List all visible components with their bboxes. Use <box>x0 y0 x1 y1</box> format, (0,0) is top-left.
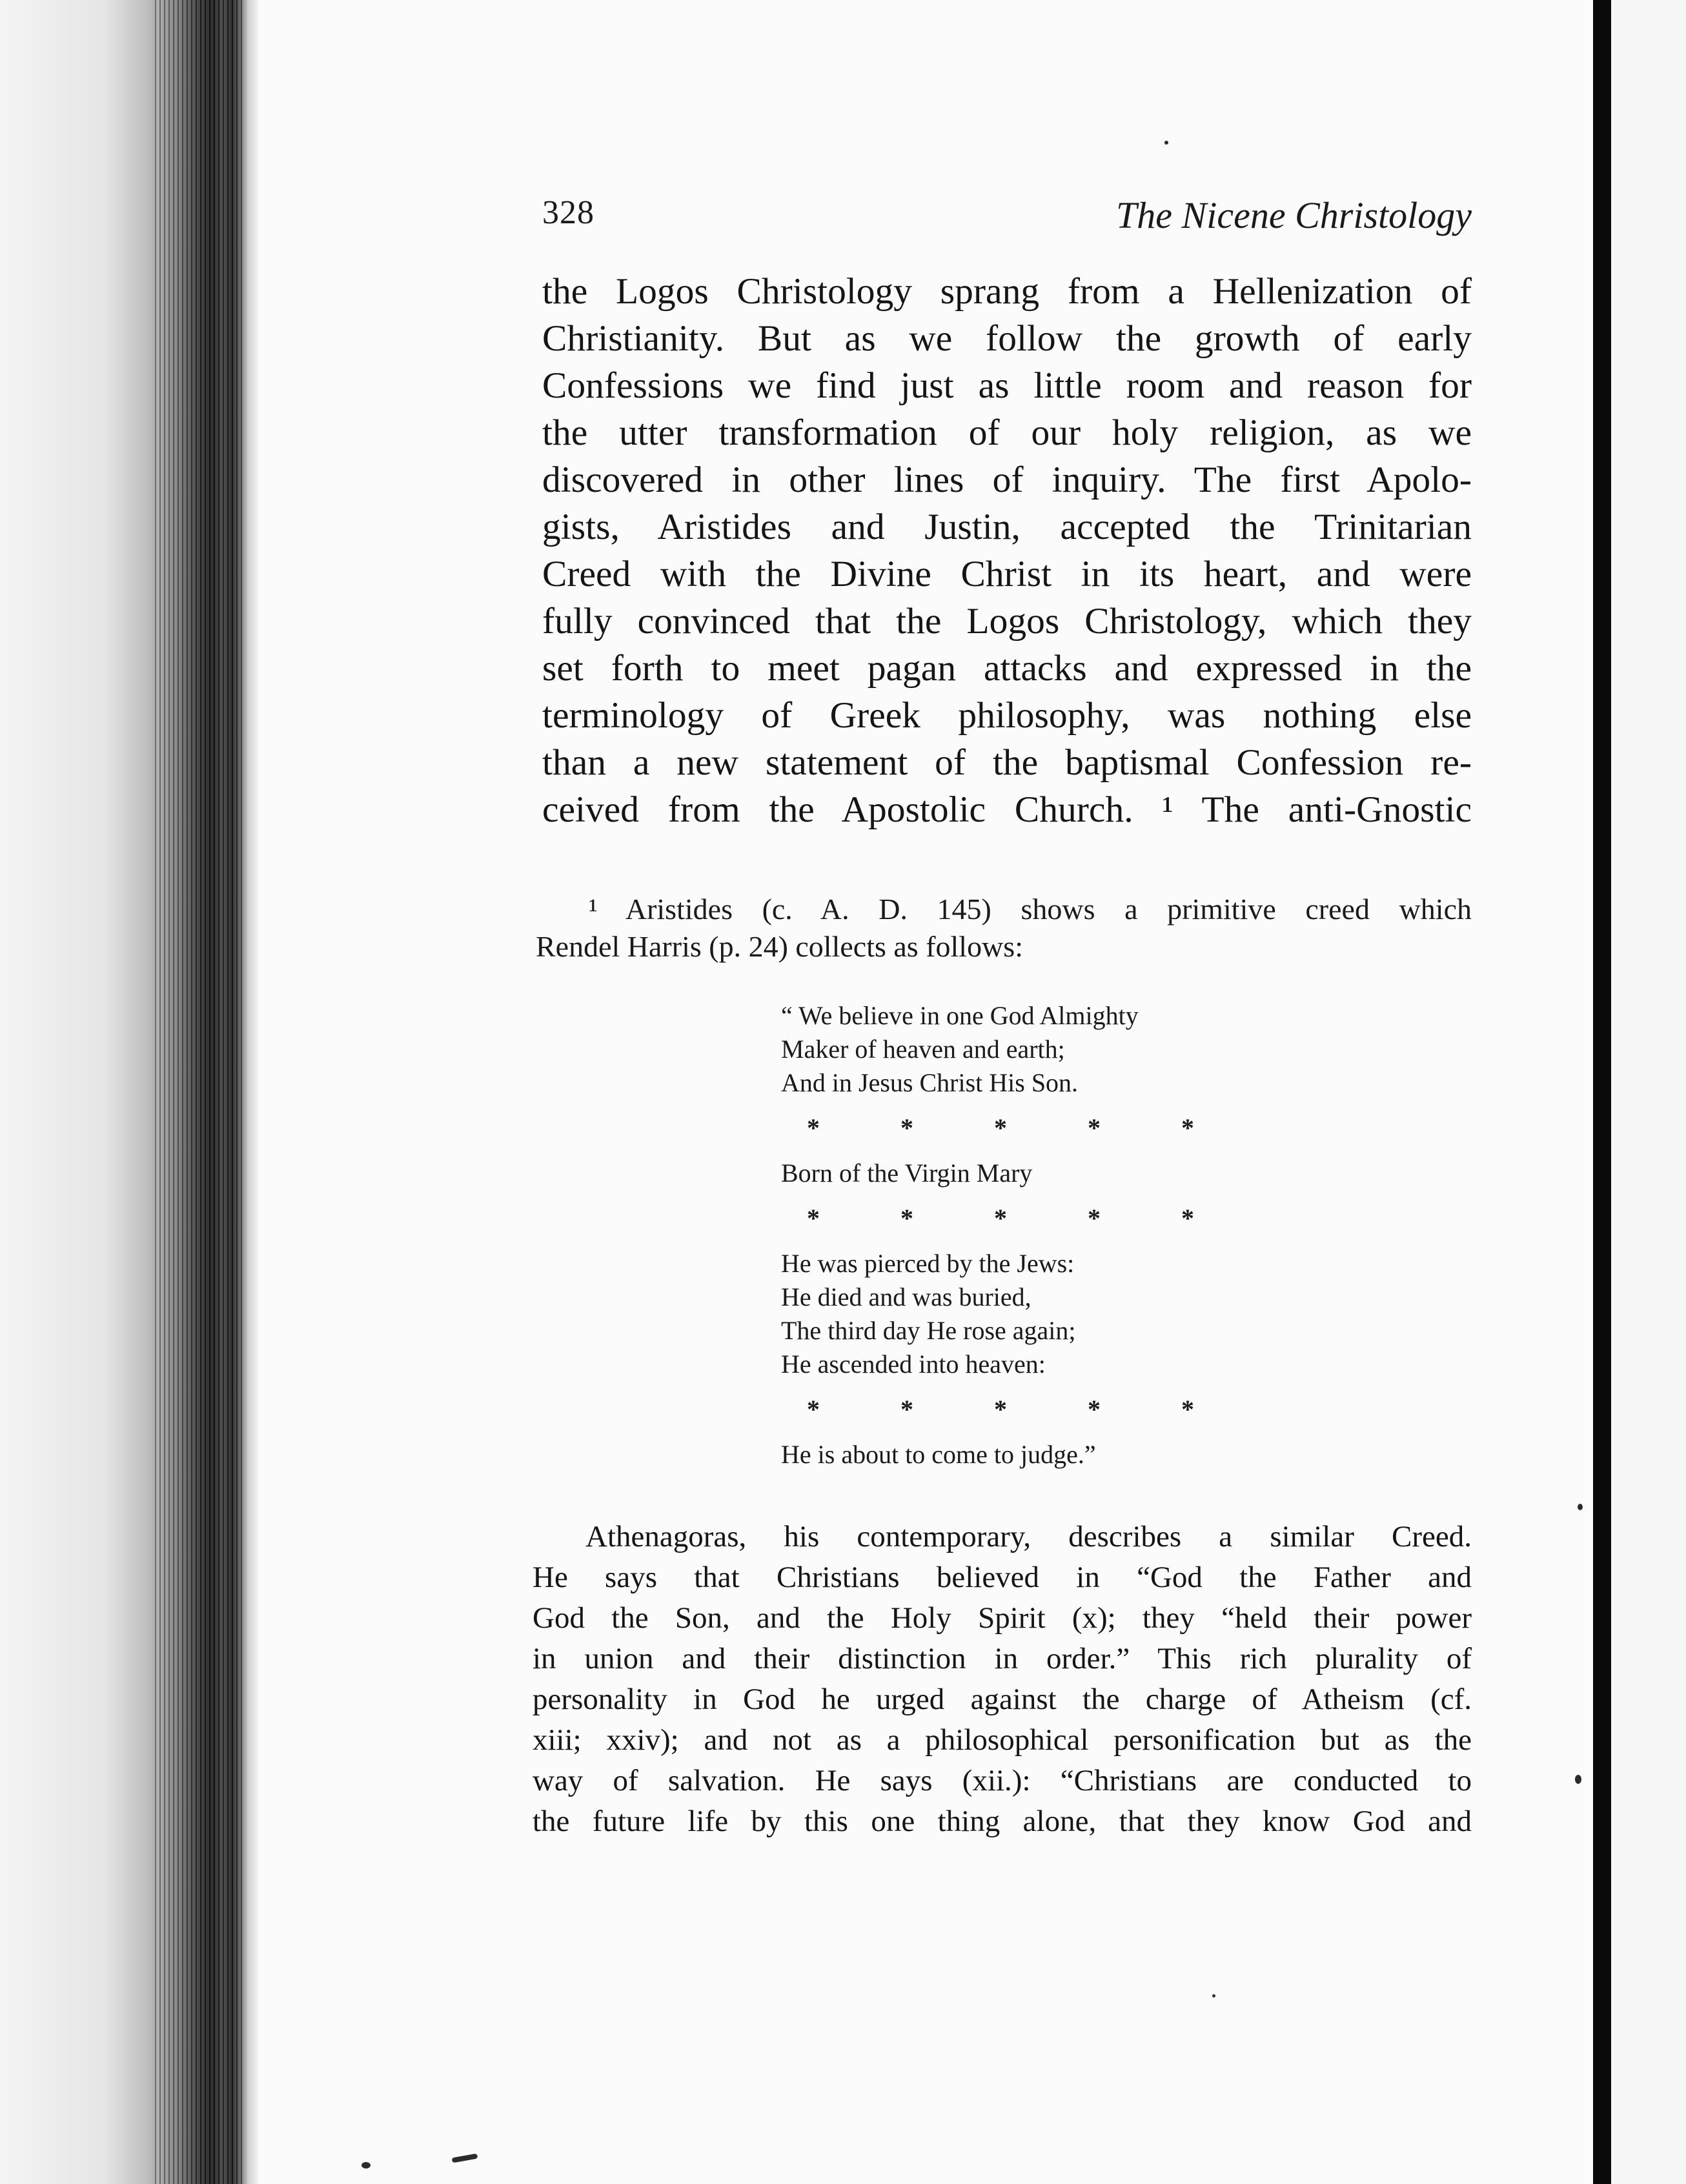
creed-line: He was pierced by the Jews: <box>781 1249 1075 1278</box>
text-line: than a new statement of the baptismal Confession re- <box>542 742 1472 783</box>
text-line: Christianity. But as we follow the growth of early <box>542 318 1472 359</box>
facing-page-margin <box>1611 0 1686 2184</box>
scan-speck <box>361 2162 371 2169</box>
star-mark: * <box>807 1204 820 1233</box>
creed-line: He is about to come to judge.” <box>781 1440 1096 1469</box>
creed-line: He died and was buried, <box>781 1282 1031 1311</box>
ellipsis-stars <box>807 1109 1194 1148</box>
page-right-border <box>1593 0 1611 2184</box>
star-mark: * <box>1181 1395 1194 1424</box>
scan-speck <box>1575 1775 1581 1784</box>
star-mark: * <box>1181 1204 1194 1233</box>
running-head: The Nicene Christology <box>1116 194 1472 236</box>
text-line: set forth to meet pagan attacks and expressed in the <box>542 648 1472 689</box>
text-line: gists, Aristides and Justin, accepted the Trinitarian <box>542 507 1472 547</box>
text-line: fully convinced that the Logos Christology, which they <box>542 601 1472 642</box>
page-number: 328 <box>542 194 594 231</box>
continuation-paragraph <box>533 1517 1472 1842</box>
text-line: personality in God he urged against the charge of Atheism (cf. <box>533 1683 1472 1716</box>
text-line: God the Son, and the Holy Spirit (x); they “held their power <box>533 1601 1472 1635</box>
scan-speck <box>1164 141 1168 145</box>
star-mark: * <box>900 1204 913 1233</box>
text-line: discovered in other lines of inquiry. The first Apolo- <box>542 460 1472 500</box>
gutter-page-edges <box>155 0 245 2184</box>
star-mark: * <box>994 1204 1007 1233</box>
text-line: Athenagoras, his contemporary, describes a similar Creed. <box>585 1520 1472 1553</box>
star-mark: * <box>1181 1113 1194 1142</box>
footnote <box>536 891 1472 966</box>
star-mark: * <box>807 1395 820 1424</box>
text-line: the Logos Christology sprang from a Hellenization of <box>542 271 1472 312</box>
creed-line: And in Jesus Christ His Son. <box>781 1068 1079 1097</box>
scan-speck <box>1578 1504 1583 1510</box>
star-mark: * <box>1088 1113 1101 1142</box>
star-mark: * <box>994 1395 1007 1424</box>
text-line: the future life by this one thing alone, that they know God and <box>533 1805 1472 1838</box>
text-line: way of salvation. He says (xii.): “Christians are conducted to <box>533 1764 1472 1797</box>
footnote-line: ¹ Aristides (c. A. D. 145) shows a primitive creed which <box>589 893 1472 925</box>
text-line: ceived from the Apostolic Church. ¹ The anti-Gnostic <box>542 789 1472 830</box>
creed-line: He ascended into heaven: <box>781 1350 1046 1379</box>
ellipsis-stars <box>807 1390 1194 1429</box>
star-mark: * <box>1088 1204 1101 1233</box>
text-line: Confessions we find just as little room and reason for <box>542 365 1472 406</box>
text-line: Creed with the Divine Christ in its heart, and were <box>542 554 1472 594</box>
star-mark: * <box>1088 1395 1101 1424</box>
creed-line: The third day He rose again; <box>781 1316 1076 1345</box>
star-mark: * <box>807 1113 820 1142</box>
star-mark: * <box>994 1113 1007 1142</box>
creed-line: “ We believe in one God Almighty <box>781 1001 1139 1030</box>
star-mark: * <box>900 1113 913 1142</box>
ellipsis-stars <box>807 1199 1194 1238</box>
creed-line: Maker of heaven and earth; <box>781 1035 1065 1064</box>
footnote-line: Rendel Harris (p. 24) collects as follows: <box>536 930 1023 963</box>
creed-line: Born of the Virgin Mary <box>781 1158 1033 1188</box>
text-line: the utter transformation of our holy religion, as we <box>542 412 1472 453</box>
text-line: He says that Christians believed in “God the Father and <box>533 1561 1472 1594</box>
star-mark: * <box>900 1395 913 1424</box>
book-page <box>258 0 1593 2184</box>
text-line: xiii; xxiv); and not as a philosophical personification but as the <box>533 1723 1472 1757</box>
creed-quotation <box>781 999 1246 1471</box>
page-header <box>542 194 1472 252</box>
text-line: in union and their distinction in order.” This rich plurality of <box>533 1642 1472 1675</box>
text-line: terminology of Greek philosophy, was nothing else <box>542 695 1472 736</box>
main-paragraph <box>542 268 1472 833</box>
scan-speck <box>1212 1994 1215 1997</box>
